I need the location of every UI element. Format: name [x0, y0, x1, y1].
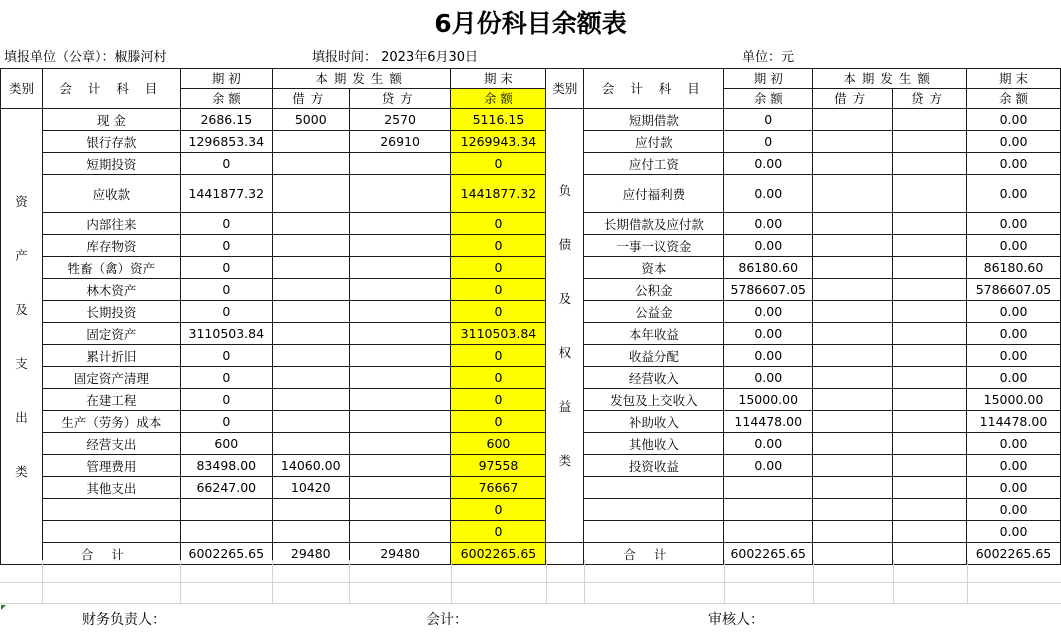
cell-marker-icon — [1, 605, 6, 610]
left-opening-balance: 1296853.34 — [180, 131, 272, 153]
right-opening-balance: 0.00 — [724, 153, 813, 175]
left-closing-balance: 1441877.32 — [451, 175, 546, 213]
header-opening-right: 期 初 — [724, 69, 813, 89]
left-account-name: 生产（劳务）成本 — [42, 411, 180, 433]
left-closing-balance: 0 — [451, 499, 546, 521]
totals-row — [1, 543, 1061, 565]
right-opening-balance: 0.00 — [724, 175, 813, 213]
left-debit — [272, 301, 349, 323]
right-account-name: 经营收入 — [584, 367, 724, 389]
right-credit — [893, 345, 967, 367]
right-debit — [813, 279, 893, 301]
right-opening-balance: 0.00 — [724, 345, 813, 367]
table-row — [1, 131, 1061, 153]
right-debit — [813, 213, 893, 235]
left-debit — [272, 433, 349, 455]
reviewer-label: 审核人： — [708, 612, 764, 628]
right-debit — [813, 433, 893, 455]
left-credit — [349, 389, 451, 411]
left-closing-balance: 5116.15 — [451, 109, 546, 131]
left-closing-balance: 0 — [451, 389, 546, 411]
empty-gridline — [724, 560, 725, 604]
right-category-label: 负 债 及 权 益 类 — [546, 109, 584, 543]
right-debit — [813, 477, 893, 499]
left-account-name: 固定资产清理 — [42, 367, 180, 389]
header-category-left: 类别 — [1, 69, 43, 109]
right-account-name: 长期借款及应付款 — [584, 213, 724, 235]
right-opening-balance: 86180.60 — [724, 257, 813, 279]
left-closing-balance: 97558 — [451, 455, 546, 477]
table-row — [1, 521, 1061, 543]
right-credit — [893, 109, 967, 131]
left-debit — [272, 153, 349, 175]
right-total-category — [546, 543, 584, 565]
right-total-label: 合计 — [584, 543, 724, 565]
left-credit — [349, 367, 451, 389]
right-closing-balance: 114478.00 — [966, 411, 1060, 433]
left-total-credit: 29480 — [349, 543, 451, 565]
empty-gridline — [584, 560, 585, 604]
right-total-debit — [813, 543, 893, 565]
left-closing-balance: 0 — [451, 257, 546, 279]
left-credit — [349, 235, 451, 257]
accountant-label: 会计： — [426, 612, 468, 628]
left-account-name: 现 金 — [42, 109, 180, 131]
right-closing-balance: 0.00 — [966, 301, 1060, 323]
left-debit — [272, 389, 349, 411]
left-credit — [349, 323, 451, 345]
left-account-name: 固定资产 — [42, 323, 180, 345]
left-credit — [349, 175, 451, 213]
right-account-name: 补助收入 — [584, 411, 724, 433]
sheet-title: 6月份科目余额表 — [434, 9, 627, 38]
right-opening-balance: 114478.00 — [724, 411, 813, 433]
left-opening-balance: 0 — [180, 389, 272, 411]
right-account-name: 应付福利费 — [584, 175, 724, 213]
right-credit — [893, 213, 967, 235]
right-debit — [813, 389, 893, 411]
left-account-name: 内部往来 — [42, 213, 180, 235]
right-closing-balance: 0.00 — [966, 455, 1060, 477]
left-debit — [272, 521, 349, 543]
right-debit — [813, 235, 893, 257]
left-opening-balance: 0 — [180, 411, 272, 433]
right-account-name: 应付款 — [584, 131, 724, 153]
table-row — [1, 477, 1061, 499]
table-row — [1, 455, 1061, 477]
right-closing-balance: 15000.00 — [966, 389, 1060, 411]
right-credit — [893, 521, 967, 543]
left-opening-balance: 0 — [180, 279, 272, 301]
table-row — [1, 279, 1061, 301]
right-opening-balance — [724, 477, 813, 499]
left-closing-balance: 0 — [451, 213, 546, 235]
empty-gridline — [42, 560, 43, 604]
left-account-name: 经营支出 — [42, 433, 180, 455]
right-account-name — [584, 477, 724, 499]
finance-officer-label: 财务负责人： — [82, 612, 166, 628]
left-opening-balance: 0 — [180, 235, 272, 257]
right-credit — [893, 235, 967, 257]
left-closing-balance: 3110503.84 — [451, 323, 546, 345]
table-row — [1, 109, 1061, 131]
header-opening-balance-right: 余 额 — [724, 89, 813, 109]
empty-gridline — [813, 560, 814, 604]
right-opening-balance: 0.00 — [724, 235, 813, 257]
table-row — [1, 301, 1061, 323]
right-credit — [893, 257, 967, 279]
left-debit — [272, 131, 349, 153]
left-total-label: 合计 — [42, 543, 180, 565]
right-opening-balance: 0.00 — [724, 367, 813, 389]
empty-gridline — [0, 603, 1061, 604]
left-closing-balance: 0 — [451, 235, 546, 257]
left-total-closing: 6002265.65 — [451, 543, 546, 565]
table-row — [1, 411, 1061, 433]
right-credit — [893, 175, 967, 213]
right-credit — [893, 131, 967, 153]
left-account-name: 库存物资 — [42, 235, 180, 257]
table-row — [1, 235, 1061, 257]
header-period-left: 本期发生额 — [272, 69, 451, 89]
left-account-name — [42, 499, 180, 521]
left-opening-balance: 66247.00 — [180, 477, 272, 499]
header-closing-balance-right: 余 额 — [966, 89, 1060, 109]
left-opening-balance: 0 — [180, 153, 272, 175]
left-closing-balance: 0 — [451, 367, 546, 389]
left-credit — [349, 521, 451, 543]
left-account-name: 在建工程 — [42, 389, 180, 411]
left-opening-balance — [180, 521, 272, 543]
right-closing-balance: 0.00 — [966, 367, 1060, 389]
right-total-opening: 6002265.65 — [724, 543, 813, 565]
left-debit — [272, 411, 349, 433]
right-account-name — [584, 521, 724, 543]
left-credit — [349, 279, 451, 301]
right-credit — [893, 323, 967, 345]
right-account-name: 应付工资 — [584, 153, 724, 175]
left-opening-balance: 3110503.84 — [180, 323, 272, 345]
right-closing-balance: 0.00 — [966, 477, 1060, 499]
right-debit — [813, 411, 893, 433]
left-account-name: 其他支出 — [42, 477, 180, 499]
table-row — [1, 367, 1061, 389]
empty-gridline — [893, 560, 894, 604]
right-debit — [813, 109, 893, 131]
left-account-name — [42, 521, 180, 543]
right-debit — [813, 323, 893, 345]
left-credit — [349, 345, 451, 367]
header-closing-balance-left: 余 额 — [451, 89, 546, 109]
currency-unit: 单位：元 — [742, 50, 795, 65]
right-account-name: 公积金 — [584, 279, 724, 301]
left-credit — [349, 301, 451, 323]
table-row — [1, 499, 1061, 521]
right-debit — [813, 257, 893, 279]
right-closing-balance: 0.00 — [966, 323, 1060, 345]
reporting-unit: 填报单位（公章）：椒滕河村 — [4, 50, 167, 65]
left-account-name: 短期投资 — [42, 153, 180, 175]
left-closing-balance: 0 — [451, 411, 546, 433]
left-account-name: 林木资产 — [42, 279, 180, 301]
left-debit — [272, 257, 349, 279]
empty-gridline — [451, 560, 452, 604]
right-closing-balance: 0.00 — [966, 153, 1060, 175]
left-debit — [272, 323, 349, 345]
right-account-name: 收益分配 — [584, 345, 724, 367]
left-closing-balance: 600 — [451, 433, 546, 455]
right-closing-balance: 5786607.05 — [966, 279, 1060, 301]
left-closing-balance: 0 — [451, 521, 546, 543]
right-debit — [813, 521, 893, 543]
left-debit — [272, 499, 349, 521]
right-debit — [813, 345, 893, 367]
left-opening-balance — [180, 499, 272, 521]
right-credit — [893, 433, 967, 455]
right-opening-balance: 0.00 — [724, 323, 813, 345]
right-credit — [893, 301, 967, 323]
left-account-name: 累计折旧 — [42, 345, 180, 367]
table-row — [1, 213, 1061, 235]
right-debit — [813, 499, 893, 521]
left-credit — [349, 477, 451, 499]
right-closing-balance: 0.00 — [966, 109, 1060, 131]
header-credit-right: 贷方 — [893, 89, 967, 109]
right-opening-balance: 15000.00 — [724, 389, 813, 411]
right-total-credit — [893, 543, 967, 565]
right-total-closing: 6002265.65 — [966, 543, 1060, 565]
header-closing-left: 期 末 — [451, 69, 546, 89]
right-opening-balance: 0.00 — [724, 433, 813, 455]
right-opening-balance: 0 — [724, 131, 813, 153]
left-credit — [349, 257, 451, 279]
right-credit — [893, 455, 967, 477]
left-account-name: 长期投资 — [42, 301, 180, 323]
header-opening-balance-left: 余 额 — [180, 89, 272, 109]
right-account-name: 公益金 — [584, 301, 724, 323]
header-closing-right: 期 末 — [966, 69, 1060, 89]
right-credit — [893, 367, 967, 389]
table-row — [1, 323, 1061, 345]
left-debit: 10420 — [272, 477, 349, 499]
right-opening-balance: 0 — [724, 109, 813, 131]
right-account-name: 投资收益 — [584, 455, 724, 477]
right-opening-balance: 0.00 — [724, 301, 813, 323]
header-category-right: 类别 — [546, 69, 584, 109]
header-opening-left: 期 初 — [180, 69, 272, 89]
header-period-right: 本期发生额 — [813, 69, 967, 89]
right-opening-balance — [724, 499, 813, 521]
right-closing-balance: 86180.60 — [966, 257, 1060, 279]
right-credit — [893, 499, 967, 521]
right-account-name — [584, 499, 724, 521]
left-credit — [349, 153, 451, 175]
left-closing-balance: 0 — [451, 301, 546, 323]
left-opening-balance: 0 — [180, 213, 272, 235]
left-opening-balance: 83498.00 — [180, 455, 272, 477]
right-closing-balance: 0.00 — [966, 213, 1060, 235]
left-credit: 2570 — [349, 109, 451, 131]
right-closing-balance: 0.00 — [966, 235, 1060, 257]
right-account-name: 短期借款 — [584, 109, 724, 131]
left-credit — [349, 411, 451, 433]
right-debit — [813, 131, 893, 153]
left-closing-balance: 0 — [451, 345, 546, 367]
right-closing-balance: 0.00 — [966, 521, 1060, 543]
right-debit — [813, 301, 893, 323]
left-debit — [272, 345, 349, 367]
left-debit — [272, 175, 349, 213]
left-credit — [349, 213, 451, 235]
left-credit: 26910 — [349, 131, 451, 153]
left-debit: 14060.00 — [272, 455, 349, 477]
right-credit — [893, 411, 967, 433]
right-account-name: 资本 — [584, 257, 724, 279]
right-account-name: 其他收入 — [584, 433, 724, 455]
right-closing-balance: 0.00 — [966, 131, 1060, 153]
left-opening-balance: 0 — [180, 345, 272, 367]
right-opening-balance: 5786607.05 — [724, 279, 813, 301]
left-credit — [349, 455, 451, 477]
right-credit — [893, 153, 967, 175]
left-debit: 5000 — [272, 109, 349, 131]
left-debit — [272, 213, 349, 235]
header-account-right: 会 计 科 目 — [584, 69, 724, 109]
table-row — [1, 345, 1061, 367]
left-category-label: 资 产 及 支 出 类 — [1, 109, 43, 565]
left-closing-balance: 0 — [451, 153, 546, 175]
right-debit — [813, 455, 893, 477]
right-account-name: 发包及上交收入 — [584, 389, 724, 411]
table-row — [1, 153, 1061, 175]
left-opening-balance: 0 — [180, 367, 272, 389]
left-closing-balance: 0 — [451, 279, 546, 301]
right-closing-balance: 0.00 — [966, 433, 1060, 455]
reporting-time: 填报时间： 2023年6月30日 — [312, 50, 479, 65]
right-credit — [893, 477, 967, 499]
right-closing-balance: 0.00 — [966, 499, 1060, 521]
left-opening-balance: 2686.15 — [180, 109, 272, 131]
right-debit — [813, 153, 893, 175]
right-opening-balance: 0.00 — [724, 213, 813, 235]
empty-gridline — [0, 582, 1061, 583]
left-credit — [349, 499, 451, 521]
right-credit — [893, 279, 967, 301]
left-total-opening: 6002265.65 — [180, 543, 272, 565]
header-debit-right: 借方 — [813, 89, 893, 109]
table-row — [1, 433, 1061, 455]
left-debit — [272, 367, 349, 389]
left-opening-balance: 600 — [180, 433, 272, 455]
empty-gridline — [967, 560, 968, 604]
empty-gridline — [349, 560, 350, 604]
right-credit — [893, 389, 967, 411]
right-account-name: 一事一议资金 — [584, 235, 724, 257]
left-account-name: 银行存款 — [42, 131, 180, 153]
left-total-debit: 29480 — [272, 543, 349, 565]
right-opening-balance: 0.00 — [724, 455, 813, 477]
left-opening-balance: 0 — [180, 301, 272, 323]
balance-table — [0, 68, 1061, 565]
left-opening-balance: 0 — [180, 257, 272, 279]
right-debit — [813, 367, 893, 389]
table-row — [1, 175, 1061, 213]
table-row — [1, 389, 1061, 411]
left-account-name: 管理费用 — [42, 455, 180, 477]
header-debit-left: 借方 — [272, 89, 349, 109]
left-closing-balance: 76667 — [451, 477, 546, 499]
empty-gridline — [180, 560, 181, 604]
header-account-left: 会 计 科 目 — [42, 69, 180, 109]
right-opening-balance — [724, 521, 813, 543]
left-account-name: 牲畜（禽）资产 — [42, 257, 180, 279]
empty-gridline — [272, 560, 273, 604]
left-account-name: 应收款 — [42, 175, 180, 213]
left-debit — [272, 279, 349, 301]
right-closing-balance: 0.00 — [966, 175, 1060, 213]
empty-gridline — [546, 560, 547, 604]
left-closing-balance: 1269943.34 — [451, 131, 546, 153]
header-credit-left: 贷方 — [349, 89, 451, 109]
left-opening-balance: 1441877.32 — [180, 175, 272, 213]
right-account-name: 本年收益 — [584, 323, 724, 345]
left-credit — [349, 433, 451, 455]
right-debit — [813, 175, 893, 213]
right-closing-balance: 0.00 — [966, 345, 1060, 367]
left-debit — [272, 235, 349, 257]
table-row — [1, 257, 1061, 279]
